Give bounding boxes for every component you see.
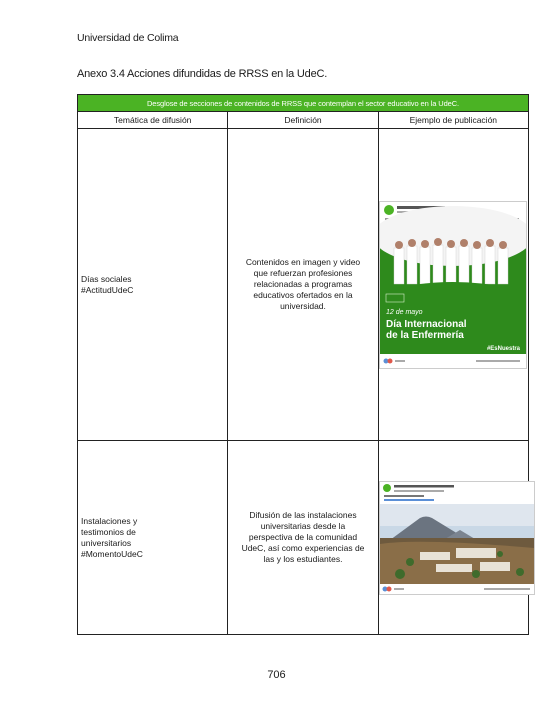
example-cell xyxy=(378,441,528,635)
social-post-nursing-day xyxy=(379,201,527,369)
theme-line: Instalaciones y xyxy=(81,515,138,526)
column-header-definition: Definición xyxy=(228,112,378,129)
definition-cell xyxy=(228,441,378,635)
page-number: 706 xyxy=(267,669,286,681)
document-header: Universidad de Colima xyxy=(77,32,179,44)
annex-title: Anexo 3.4 Acciones difundidas de RRSS en la UdeC. xyxy=(77,68,328,80)
content-table xyxy=(77,94,529,635)
social-post-campus xyxy=(379,481,535,595)
example-cell xyxy=(378,129,528,441)
post-hashtag: #EsNuestra xyxy=(487,345,521,352)
table-banner: Desglose de secciones de contenidos de RRSS que contemplan el sector educativo en la UdeC. xyxy=(78,95,529,112)
definition-text: Contenidos en imagen y video que refuerzan profesiones relacionadas a programas educativos ofertados en la universidad. xyxy=(245,257,361,311)
theme-line: Días sociales xyxy=(81,273,132,284)
column-header-example: Ejemplo de publicación xyxy=(378,112,528,129)
definition-cell xyxy=(228,129,378,441)
definition-text: Difusión de las instalaciones universitarias desde la perspectiva de la comunidad UdeC, así como experiencias de las y los estudiantes. xyxy=(241,510,365,564)
post-headline-1: Día Internacional xyxy=(386,318,467,330)
table-row xyxy=(78,129,529,441)
theme-line: universitarios xyxy=(81,537,132,548)
theme-hashtag: #ActitudUdeC xyxy=(81,284,134,295)
post-image-campus xyxy=(380,482,534,594)
post-image-nursing xyxy=(380,202,526,368)
theme-cell xyxy=(78,129,228,441)
table-row xyxy=(78,441,529,635)
theme-line: testimonios de xyxy=(81,526,136,537)
theme-cell xyxy=(78,441,228,635)
post-date: 12 de mayo xyxy=(386,308,423,316)
column-header-theme: Temática de difusión xyxy=(78,112,228,129)
theme-hashtag: #MomentoUdeC xyxy=(81,548,143,559)
post-headline-2: de la Enfermería xyxy=(386,329,465,341)
